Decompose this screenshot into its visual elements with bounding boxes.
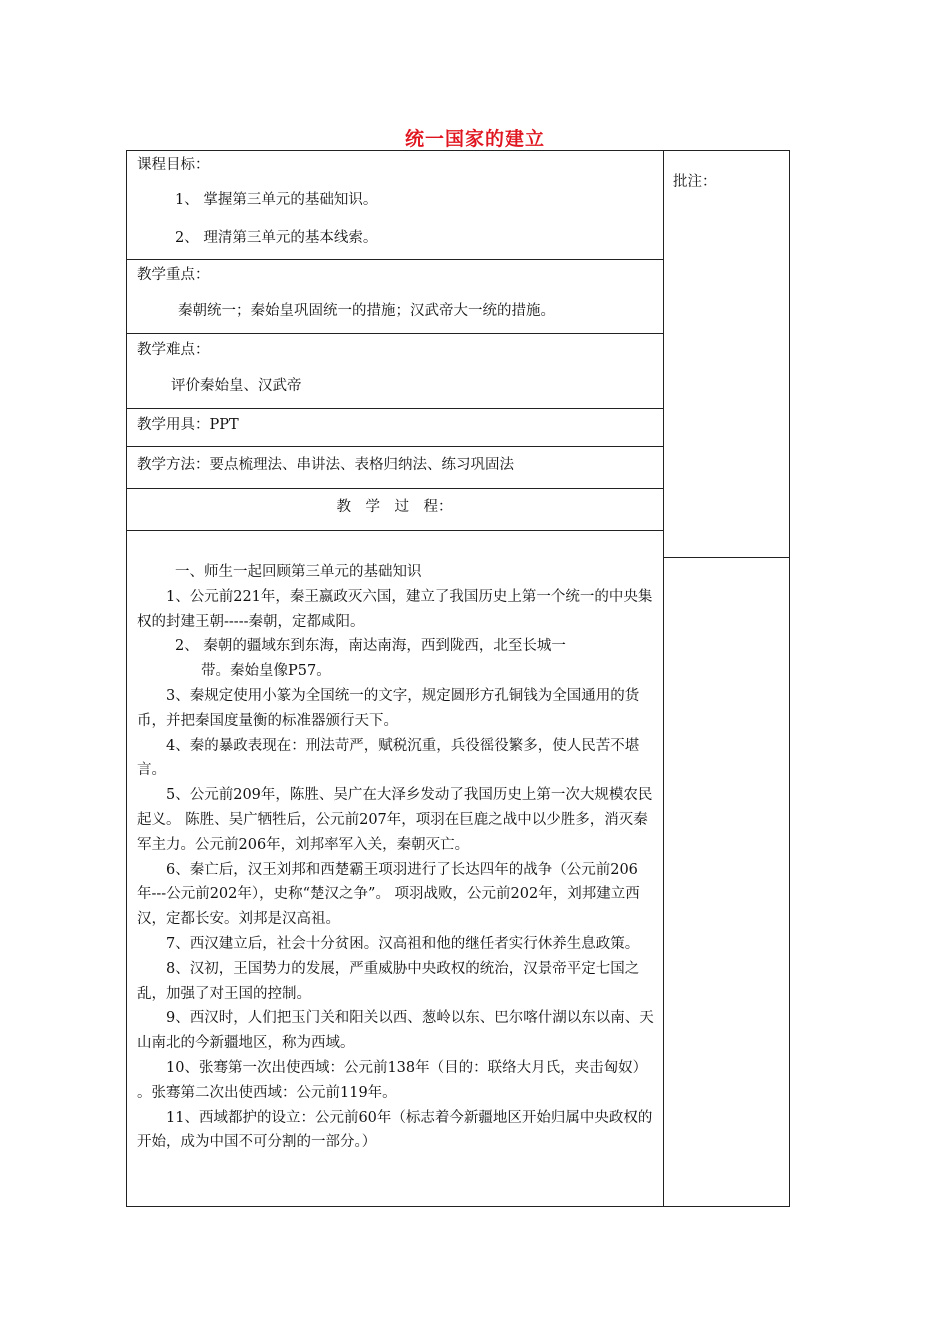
- body-paragraph: 6、秦亡后，汉王刘邦和西楚霸王项羽进行了长达四年的战争（公元前206年---公元前202年），史称“楚汉之争”。 项羽战败，公元前202年，刘邦建立西汉，定都长安。刘邦是汉高祖。: [137, 861, 640, 928]
- objectives-heading: 课程目标：: [137, 157, 210, 173]
- table-left-border: [126, 150, 127, 1207]
- annotation-divider: [663, 557, 790, 558]
- body-paragraph: 9、西汉时，人们把玉门关和阳关以西、葱岭以东、巴尔喀什湖以东以南、天山南北的今新疆地区，称为西域。: [137, 1010, 654, 1052]
- row-divider: [126, 333, 663, 334]
- row-divider: [126, 408, 663, 409]
- row-divider: [126, 530, 663, 531]
- body-paragraph: 2、 秦朝的疆域东到东海，南达南海，西到陇西，北至长城一: [175, 638, 566, 655]
- table-bottom-border: [126, 1206, 790, 1207]
- column-divider: [663, 150, 664, 1207]
- body-paragraph: 4、秦的暴政表现在：刑法苛严，赋税沉重，兵役徭役繁多，使人民苦不堪言。: [137, 737, 640, 779]
- body-paragraph: 10、张骞第一次出使西域：公元前138年（目的：联络大月氏，夹击匈奴） 。张骞第二次出使西域：公元前119年。: [137, 1059, 648, 1101]
- row-divider: [126, 488, 663, 489]
- objective-item: 2、 理清第三单元的基本线索。: [175, 230, 378, 246]
- difficulties-heading: 教学难点：: [137, 342, 210, 358]
- key-points-text: 秦朝统一；秦始皇巩固统一的措施；汉武帝大一统的措施。: [178, 303, 555, 319]
- teaching-tools: 教学用具：PPT: [137, 417, 239, 433]
- lesson-body: [137, 560, 655, 1155]
- body-paragraph: 带。秦始皇像P57。: [201, 663, 331, 680]
- section-heading: 一、师生一起回顾第三单元的基础知识: [175, 564, 422, 580]
- page-title: 统一国家的建立: [404, 128, 545, 150]
- table-top-border: [126, 150, 790, 151]
- row-divider: [126, 259, 663, 260]
- annotation-label: 批注：: [673, 174, 717, 190]
- body-paragraph: 5、公元前209年，陈胜、吴广在大泽乡发动了我国历史上第一次大规模农民起义。 陈胜、吴广牺牲后，公元前207年，项羽在巨鹿之战中以少胜多，消灭秦军主力。公元前206年，刘邦率军入关，秦朝灭亡。: [137, 787, 653, 853]
- key-points-heading: 教学重点：: [137, 267, 210, 283]
- body-paragraph: 1、公元前221年，秦王嬴政灭六国，建立了我国历史上第一个统一的中央集权的封建王朝-----秦朝，定都咸阳。: [137, 588, 653, 630]
- body-paragraph: 7、西汉建立后，社会十分贫困。汉高祖和他的继任者实行休养生息政策。: [166, 935, 640, 952]
- body-paragraph: 8、汉初，王国势力的发展，严重威胁中央政权的统治，汉景帝平定七国之乱，加强了对王国的控制。: [137, 960, 640, 1002]
- objective-item: 1、 掌握第三单元的基础知识。: [175, 192, 378, 208]
- body-paragraph: 11、西域都护的设立：公元前60年（标志着今新疆地区开始归属中央政权的开始，成为中国不可分割的一部分。）: [137, 1109, 653, 1151]
- table-right-border: [789, 150, 790, 1207]
- process-heading: 教 学 过 程：: [336, 499, 453, 515]
- row-divider: [126, 446, 663, 447]
- teaching-methods: 教学方法：要点梳理法、串讲法、表格归纳法、练习巩固法: [137, 457, 514, 473]
- difficulties-text: 评价秦始皇、汉武帝: [171, 378, 302, 394]
- body-paragraph: 3、秦规定使用小篆为全国统一的文字，规定圆形方孔铜钱为全国通用的货币，并把秦国度量衡的标准器颁行天下。: [137, 687, 640, 729]
